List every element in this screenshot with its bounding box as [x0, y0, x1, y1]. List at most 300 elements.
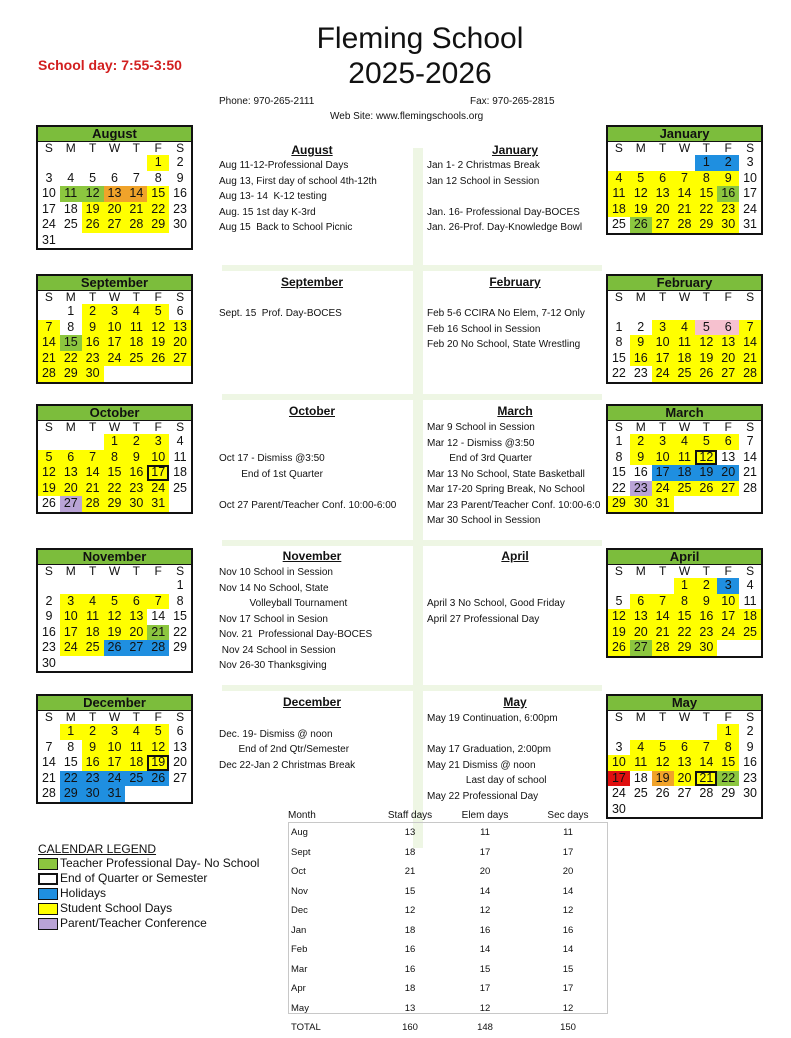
table-row	[288, 940, 606, 960]
calendar-day: 18	[674, 465, 696, 481]
calendar-day: 17	[147, 465, 169, 481]
event-line: Aug 11-12-Professional Days	[219, 160, 349, 171]
calendar-day: 26	[695, 366, 717, 382]
calendar-day: 2	[82, 724, 104, 740]
calendar-day: 7	[82, 450, 104, 466]
calendar-day: 11	[743, 593, 757, 608]
calendar-day: 11	[82, 609, 104, 625]
weekday-label: S	[176, 564, 185, 578]
calendar-day: 15	[104, 465, 126, 481]
totals-header: Staff days	[387, 810, 433, 821]
legend-label: Parent/Teacher Conference	[60, 916, 207, 930]
event-line: May 21 Dismiss @ noon	[427, 759, 536, 771]
totals-cell: 12	[479, 1002, 491, 1014]
weekday-label: W	[678, 710, 691, 724]
calendar-day: 24	[104, 771, 126, 787]
weekday-label: S	[614, 564, 623, 578]
calendar-day: 6	[630, 594, 652, 610]
totals-cell: Sept	[291, 846, 311, 858]
calendar-empty	[739, 496, 761, 512]
calendar-empty	[147, 578, 169, 594]
calendar-day: 11	[60, 186, 82, 202]
totals-cell: 16	[562, 924, 574, 936]
divider	[222, 540, 602, 546]
calendar-day: 13	[674, 755, 696, 771]
weekday-label: T	[658, 141, 667, 155]
weekday-label: S	[176, 420, 185, 434]
calendar-empty	[169, 496, 191, 512]
weekday-label: S	[44, 141, 53, 155]
calendar-november	[36, 548, 193, 673]
weekday-label: W	[678, 420, 691, 434]
calendar-empty	[630, 578, 652, 594]
events-heading-september: September	[280, 275, 344, 289]
weekday-label: S	[176, 141, 185, 155]
weekday-label: T	[702, 290, 711, 304]
totals-cell: 160	[402, 1022, 418, 1034]
calendar-day: 7	[45, 739, 53, 754]
weekday-label: S	[746, 564, 755, 578]
table-row	[288, 843, 606, 863]
calendar-day: 31	[743, 217, 758, 231]
weekday-label: T	[702, 420, 711, 434]
event-line: End of 1st Quarter	[219, 468, 323, 480]
calendar-day: 30	[82, 366, 104, 382]
calendar-empty	[739, 640, 761, 656]
calendar-day: 20	[674, 771, 696, 787]
totals-cell: 14	[562, 944, 574, 956]
calendar-day: 25	[125, 351, 147, 367]
calendar-empty	[674, 155, 696, 171]
calendar-day: 20	[652, 202, 674, 218]
calendar-day: 25	[674, 481, 696, 497]
table-row	[288, 999, 606, 1019]
calendar-day: 9	[630, 450, 652, 466]
calendar-day: 30	[125, 496, 147, 512]
calendar-day: 10	[652, 335, 674, 351]
weekday-label: T	[658, 710, 667, 724]
month-header: April	[608, 550, 761, 565]
calendar-day: 10	[104, 740, 126, 756]
weekday-label: W	[108, 141, 121, 155]
legend-item	[38, 886, 106, 901]
event-line: April 3 No School, Good Friday	[427, 598, 565, 609]
calendar-day: 12	[104, 609, 126, 625]
totals-cell: Nov	[291, 885, 308, 897]
legend-label: Holidays	[60, 886, 107, 900]
calendar-day: 8	[176, 593, 184, 608]
calendar-day: 29	[695, 217, 717, 233]
event-line: Oct 27 Parent/Teacher Conf. 10:00-6:00	[219, 499, 397, 511]
events-heading-may: May	[503, 695, 527, 709]
calendar-day: 25	[63, 217, 78, 231]
event-line: Nov 17 School in Sesion	[219, 613, 328, 625]
calendar-day: 12	[147, 320, 169, 336]
weekday-label: W	[108, 420, 121, 434]
calendar-day: 9	[630, 335, 652, 351]
calendar-day: 10	[608, 755, 630, 771]
calendar-day: 29	[147, 217, 169, 233]
calendar-day: 6	[111, 170, 118, 185]
swatch-holidays	[38, 888, 58, 900]
calendar-empty	[125, 786, 147, 802]
calendar-day: 30	[82, 786, 104, 802]
weekday-label: T	[132, 420, 141, 434]
events-heading-december: December	[282, 695, 342, 709]
weekday-label: S	[614, 420, 623, 434]
calendar-september	[36, 274, 193, 384]
fax-number: Fax: 970-265-2815	[470, 96, 555, 107]
weekday-label: T	[88, 420, 97, 434]
divider	[222, 685, 602, 691]
calendar-day: 2	[176, 155, 184, 169]
calendar-day: 4	[125, 304, 147, 320]
calendar-day: 8	[717, 740, 739, 756]
calendar-day: 23	[743, 770, 758, 785]
calendar-day: 2	[630, 434, 652, 450]
calendar-day: 26	[695, 481, 717, 497]
weekday-label: T	[658, 290, 667, 304]
calendar-day: 30	[743, 786, 758, 800]
calendar-empty	[60, 656, 82, 672]
calendar-day: 30	[630, 496, 652, 512]
calendar-day: 8	[154, 170, 162, 185]
calendar-day: 14	[125, 186, 147, 202]
calendar-day: 11	[630, 755, 652, 771]
calendar-day: 11	[173, 449, 187, 464]
calendar-empty	[717, 496, 739, 512]
calendar-day: 16	[173, 186, 188, 200]
calendar-day: 20	[173, 755, 188, 769]
calendar-day: 8	[615, 449, 623, 464]
event-line: Aug 13- 14 K-12 testing	[219, 191, 327, 202]
calendar-day: 13	[60, 465, 82, 481]
calendar-day: 11	[608, 186, 630, 202]
calendar-day: 8	[695, 171, 717, 187]
calendar-empty	[630, 802, 652, 818]
calendar-day: 28	[82, 496, 104, 512]
totals-cell: 14	[479, 944, 491, 956]
totals-cell: 18	[404, 846, 416, 858]
calendar-day: 17	[104, 755, 126, 771]
calendar-day: 27	[677, 786, 692, 800]
calendar-day: 17	[717, 609, 739, 625]
calendar-day: 27	[169, 351, 191, 367]
month-header: October	[38, 406, 191, 421]
event-line: Aug 15 Back to School Picnic	[219, 222, 353, 233]
event-line: Nov 14 No School, State	[219, 582, 329, 594]
calendar-day: 29	[674, 640, 696, 656]
legend-item	[38, 901, 172, 916]
calendar-empty	[38, 724, 60, 740]
calendar-day: 8	[67, 739, 75, 754]
calendar-day: 13	[652, 186, 674, 202]
calendar-empty	[82, 434, 104, 450]
event-line: Aug 13, First day of school 4th-12th	[219, 175, 377, 187]
calendar-day: 28	[674, 217, 696, 233]
calendar-day: 28	[652, 640, 674, 656]
calendar-day: 23	[41, 640, 56, 654]
calendar-day: 18	[674, 351, 696, 367]
events-heading-october: October	[288, 404, 335, 418]
month-header: May	[608, 696, 761, 711]
calendar-empty	[608, 304, 630, 320]
calendar-day: 1	[615, 319, 623, 334]
table-row	[288, 862, 606, 882]
totals-cell: 16	[404, 963, 416, 975]
calendar-day: 17	[41, 201, 56, 216]
calendar-day: 29	[173, 640, 188, 654]
event-line: Mar 17-20 Spring Break, No School	[427, 484, 585, 495]
calendar-day: 24	[60, 640, 82, 656]
calendar-day: 9	[176, 170, 184, 185]
calendar-day: 9	[82, 740, 104, 756]
calendar-day: 14	[38, 335, 60, 351]
event-line: April 27 Professional Day	[427, 613, 540, 625]
calendar-day: 31	[652, 496, 674, 512]
calendar-day: 27	[125, 640, 147, 656]
calendar-day: 10	[41, 186, 56, 200]
calendar-day: 8	[615, 335, 623, 349]
calendar-day: 23	[630, 481, 652, 497]
calendar-day: 19	[608, 625, 630, 641]
calendar-day: 5	[147, 724, 169, 740]
event-line: Last day of school	[427, 775, 547, 786]
calendar-december	[36, 694, 193, 804]
totals-cell: 17	[562, 846, 574, 858]
events-heading-november: November	[282, 549, 342, 563]
totals-cell: 12	[404, 905, 416, 917]
events-heading-january: January	[491, 143, 539, 157]
weekday-label: F	[154, 290, 162, 304]
calendar-day: 23	[633, 366, 648, 380]
calendar-day: 4	[125, 724, 147, 740]
calendar-day: 22	[147, 202, 169, 218]
calendar-day: 22	[104, 481, 126, 497]
event-line: Sept. 15 Prof. Day-BOCES	[219, 308, 342, 319]
calendar-empty	[147, 786, 169, 802]
calendar-day: 7	[695, 740, 717, 756]
calendar-day: 1	[717, 724, 739, 740]
calendar-empty	[674, 802, 696, 818]
calendar-day: 19	[147, 755, 169, 771]
calendar-day: 20	[630, 625, 652, 641]
calendar-empty	[695, 802, 717, 818]
calendar-day: 16	[41, 624, 56, 639]
calendar-day: 25	[739, 625, 761, 641]
calendar-day: 7	[739, 320, 761, 336]
table-row	[288, 901, 606, 921]
calendar-day: 26	[147, 351, 169, 367]
calendar-day: 30	[717, 217, 739, 233]
calendar-day: 20	[717, 351, 739, 367]
calendar-empty	[60, 155, 82, 171]
month-header: January	[608, 127, 761, 142]
calendar-day: 25	[633, 786, 648, 800]
calendar-day: 15	[60, 335, 82, 351]
totals-cell: 13	[404, 827, 416, 839]
weekday-label: M	[635, 710, 646, 724]
calendar-day: 10	[652, 450, 674, 466]
calendar-day: 22	[173, 624, 188, 639]
totals-cell: 15	[479, 963, 491, 975]
calendar-empty	[38, 304, 60, 320]
event-line: Mar 9 School in Session	[427, 422, 535, 433]
calendar-day: 26	[630, 217, 652, 233]
calendar-day: 23	[717, 202, 739, 218]
legend-item	[38, 916, 207, 931]
calendar-empty	[38, 434, 60, 450]
calendar-day: 20	[60, 481, 82, 497]
totals-cell: 17	[562, 983, 574, 995]
calendar-day: 28	[125, 217, 147, 233]
calendar-day: 7	[746, 434, 754, 448]
calendar-day: 19	[147, 335, 169, 351]
weekday-label: F	[154, 420, 162, 434]
calendar-empty	[147, 656, 169, 672]
calendar-empty	[695, 724, 717, 740]
calendar-day: 4	[630, 740, 652, 756]
weekday-label: S	[614, 290, 623, 304]
swatch-professional-day	[38, 858, 58, 870]
calendar-day: 27	[60, 496, 82, 512]
calendar-day: 1	[67, 304, 75, 318]
calendar-day: 31	[147, 496, 169, 512]
swatch-conference	[38, 918, 58, 930]
swatch-student-days	[38, 903, 58, 915]
weekday-label: T	[658, 564, 667, 578]
event-line: Nov 24 School in Session	[219, 644, 336, 656]
calendar-empty	[38, 578, 60, 594]
event-line: Dec. 19- Dismiss @ noon	[219, 728, 333, 740]
calendar-day: 28	[147, 640, 169, 656]
weekday-label: T	[702, 564, 711, 578]
calendar-day: 6	[125, 594, 147, 610]
calendar-empty	[104, 233, 126, 249]
calendar-day: 6	[717, 320, 739, 336]
calendar-day: 15	[611, 350, 626, 365]
calendar-day: 7	[674, 171, 696, 187]
events-heading-february: February	[489, 275, 541, 289]
calendar-day: 29	[104, 496, 126, 512]
event-line: Feb 5-6 CCIRA No Elem, 7-12 Only	[427, 308, 585, 319]
totals-header: Month	[288, 810, 316, 821]
calendar-empty	[630, 724, 652, 740]
event-line: Oct 17 - Dismiss @3:50	[219, 453, 325, 464]
calendar-day: 19	[695, 351, 717, 367]
events-heading-march: March	[497, 404, 533, 418]
calendar-day: 19	[652, 771, 674, 787]
calendar-empty	[60, 434, 82, 450]
weekday-label: M	[65, 420, 76, 434]
legend-label: End of Quarter or Semester	[60, 871, 208, 885]
calendar-day: 13	[717, 335, 739, 351]
calendar-day: 19	[630, 202, 652, 218]
calendar-day: 13	[169, 320, 191, 336]
calendar-day: 3	[104, 304, 126, 320]
calendar-day: 20	[104, 202, 126, 218]
calendar-day: 7	[38, 320, 60, 336]
calendar-day: 22	[611, 480, 626, 495]
month-header: December	[38, 696, 191, 711]
weekday-label: T	[132, 290, 141, 304]
calendar-day: 6	[176, 304, 184, 318]
calendar-day: 26	[147, 771, 169, 787]
calendar-day: 5	[89, 170, 97, 185]
calendar-day: 22	[60, 351, 82, 367]
legend-item	[38, 871, 207, 886]
page-title: Fleming School	[316, 22, 524, 55]
calendar-day: 3	[104, 724, 126, 740]
weekday-label: M	[65, 141, 76, 155]
totals-table	[288, 808, 606, 1038]
weekday-label: T	[88, 564, 97, 578]
calendar-day: 9	[125, 450, 147, 466]
calendar-empty	[169, 233, 191, 249]
calendar-day: 23	[695, 625, 717, 641]
calendar-day: 11	[125, 740, 147, 756]
calendar-day: 26	[608, 640, 630, 656]
calendar-day: 16	[743, 755, 758, 769]
month-header: September	[38, 276, 191, 291]
event-line: May 22 Professional Day	[427, 790, 539, 802]
weekday-label: S	[746, 710, 755, 724]
calendar-day: 11	[125, 320, 147, 336]
swatch-end-of-quarter	[38, 873, 58, 885]
weekday-label: T	[132, 141, 141, 155]
calendar-day: 17	[652, 351, 674, 367]
weekday-label: T	[132, 710, 141, 724]
calendar-day: 24	[652, 481, 674, 497]
calendar-day: 16	[630, 351, 652, 367]
calendar-day: 3	[615, 739, 623, 754]
event-line: Mar 12 - Dismiss @3:50	[427, 437, 535, 449]
event-line: Mar 13 No School, State Basketball	[427, 468, 585, 480]
calendar-day: 21	[38, 351, 60, 367]
table-row	[288, 823, 606, 843]
totals-cell: 14	[479, 885, 491, 897]
calendar-day: 29	[60, 366, 82, 382]
calendar-day: 11	[674, 450, 696, 466]
calendar-empty	[125, 656, 147, 672]
calendar-day: 14	[652, 609, 674, 625]
totals-cell: 18	[404, 924, 416, 936]
calendar-day: 13	[125, 609, 147, 625]
calendar-day: 21	[82, 481, 104, 497]
calendar-day: 12	[608, 609, 630, 625]
calendar-day: 13	[630, 609, 652, 625]
calendar-day: 4	[82, 594, 104, 610]
event-line: Nov 10 School in Session	[219, 567, 333, 578]
calendar-day: 28	[41, 786, 56, 800]
totals-cell: 15	[562, 963, 574, 975]
calendar-day: 3	[147, 434, 169, 450]
calendar-empty	[652, 304, 674, 320]
calendar-day: 12	[695, 335, 717, 351]
website-link[interactable]: Web Site: www.flemingschools.org	[330, 111, 484, 122]
calendar-day: 22	[674, 625, 696, 641]
event-line: Feb 20 No School, State Wrestling	[427, 339, 581, 350]
totals-cell: 15	[404, 885, 416, 897]
weekday-label: F	[154, 710, 162, 724]
calendar-day: 19	[82, 202, 104, 218]
calendar-day: 18	[739, 609, 761, 625]
event-line: Aug. 15 1st day K-3rd	[219, 206, 316, 218]
calendar-day: 28	[699, 786, 714, 800]
calendar-day: 4	[674, 320, 696, 336]
calendar-day: 30	[695, 640, 717, 656]
calendar-day: 9	[45, 609, 53, 623]
